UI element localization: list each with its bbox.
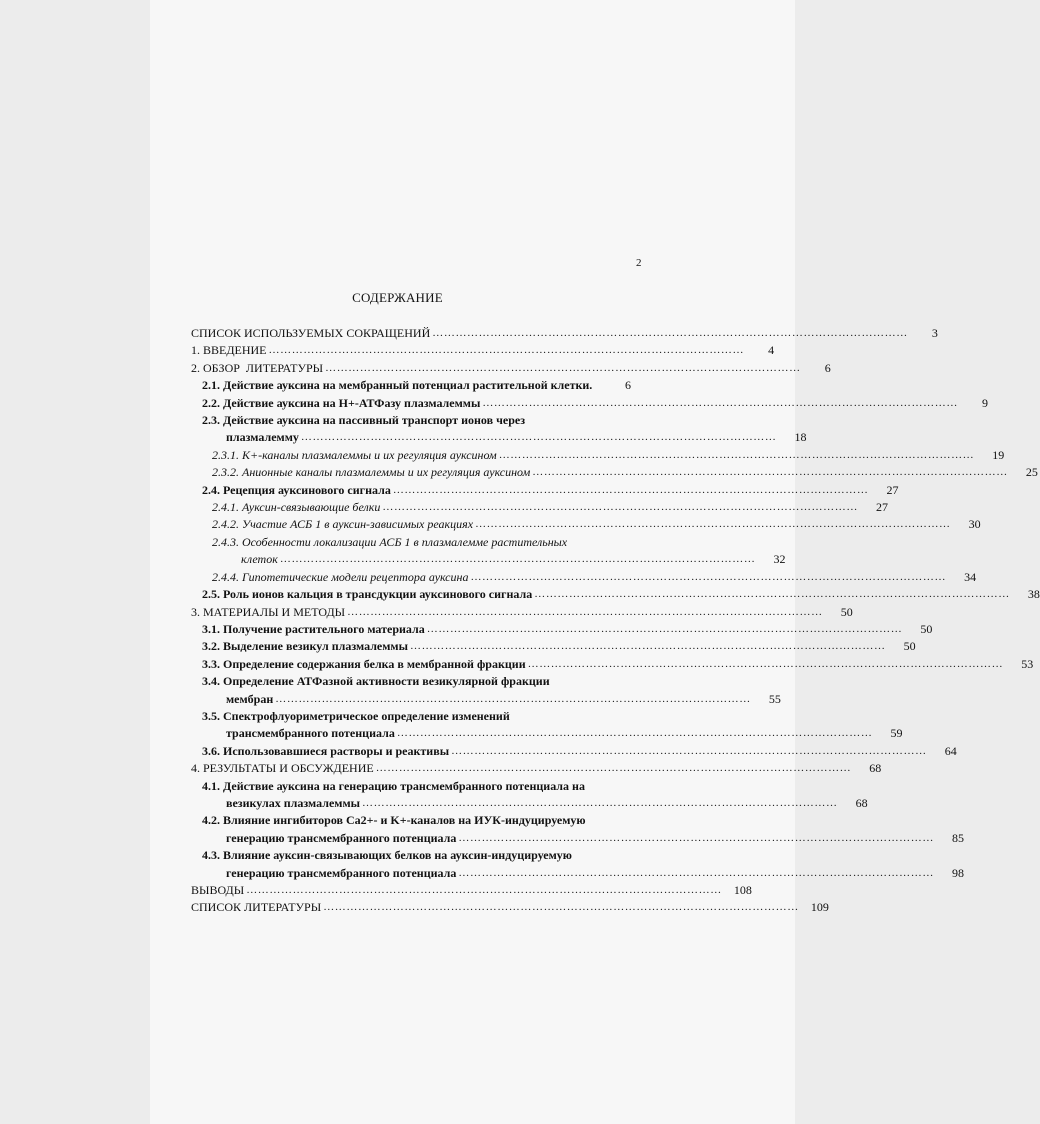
toc-entry[interactable]: [191, 482, 899, 499]
toc-entry-page: 50: [920, 621, 933, 636]
toc-entry-label-cont: трансмембранного потенциала: [226, 726, 395, 741]
leader-dots: ……………………………………………………………………………………………………………: [482, 396, 958, 409]
toc-entry-page: 50: [903, 639, 916, 654]
toc-entry-first-line[interactable]: [191, 673, 631, 690]
leader-dots: ……………………………………………………………………………………………………………: [392, 483, 869, 496]
toc-entry-label: 2.2. Действие ауксина на H+-АТФазу плазмалеммы: [202, 395, 481, 410]
toc-entry-page: 32: [773, 552, 786, 567]
toc-entry-page: 9: [981, 395, 988, 410]
leader-dots: ……………………………………………………………………………………………………………: [534, 588, 1010, 601]
toc-entry-label-cont: клеток: [241, 552, 278, 567]
leader-dots: ……………………………………………………………………………………………………………: [498, 448, 975, 461]
toc-entry-label: 4.2. Влияние ингибиторов Ca2+- и K+-каналов на ИУК-индуцируемую: [202, 813, 586, 828]
toc-entry-label-cont: генерацию трансмембранного потенциала: [226, 865, 457, 880]
toc-entry-page: 50: [840, 604, 853, 619]
leader-dots: ……………………………………………………………………………………………………………: [432, 327, 908, 339]
toc-entry-label: 3. МАТЕРИАЛЫ И МЕТОДЫ: [191, 604, 346, 619]
toc-entry-page: 19: [992, 447, 1005, 462]
toc-entry[interactable]: [191, 395, 988, 412]
leader-dots: ……………………………………………………………………………………………………………: [396, 727, 873, 740]
leader-dots: ……………………………………………………………………………………………………………: [458, 831, 934, 844]
toc-entry-continuation[interactable]: [191, 691, 781, 708]
toc-entry-first-line[interactable]: [191, 847, 631, 864]
toc-entry-first-line[interactable]: [191, 708, 631, 725]
toc-entry-label: 2.5. Роль ионов кальция в трансдукции ауксинового сигнала: [202, 587, 533, 602]
toc-entry-label: 2.4.4. Гипотетические модели рецептора ауксина: [212, 569, 469, 584]
toc-entry-page: 27: [875, 500, 888, 515]
toc-entry-continuation[interactable]: [191, 830, 964, 847]
toc-entry-page: 38: [1027, 587, 1040, 602]
toc-entry-page: 6: [625, 378, 631, 393]
toc-entry-label: 3.1. Получение растительного материала: [202, 621, 425, 636]
leader-dots: ……………………………………………………………………………………………………………: [527, 657, 1004, 670]
toc-entry-label-cont: плазмалемму: [226, 430, 299, 445]
toc-entry-page: 108: [733, 883, 752, 897]
toc-entry-label: СПИСОК ЛИТЕРАТУРЫ: [191, 900, 322, 915]
toc-entry[interactable]: [191, 569, 977, 586]
toc-entry[interactable]: [191, 447, 1005, 464]
leader-dots: ……………………………………………………………………………………………………………: [532, 466, 1008, 479]
toc-entry[interactable]: [191, 638, 916, 655]
toc-title: СОДЕРЖАНИЕ: [352, 290, 443, 305]
leader-dots: ……………………………………………………………………………………………………………: [362, 796, 838, 809]
toc-entry-page: 64: [944, 743, 957, 758]
toc-entry-label: СПИСОК ИСПОЛЬЗУЕМЫХ СОКРАЩЕНИЙ: [191, 326, 431, 340]
toc-entry-label: 2.4. Рецепция ауксинового сигнала: [202, 482, 391, 497]
leader-dots: ……………………………………………………………………………………………………………: [325, 361, 801, 374]
toc-entry-page: 27: [886, 482, 899, 497]
toc-entry-page: 85: [951, 830, 964, 845]
leader-dots: ……………………………………………………………………………………………………………: [323, 901, 799, 914]
toc-entry-label: 2.4.1. Ауксин-связывающие белки: [212, 500, 381, 515]
toc-entry[interactable]: [191, 360, 831, 377]
toc-entry-continuation[interactable]: [191, 865, 964, 882]
toc-entry-label: 2. ОБЗОР ЛИТЕРАТУРЫ: [191, 360, 324, 375]
toc-entry[interactable]: [191, 377, 631, 394]
toc-entry-page: 68: [869, 761, 882, 776]
toc-entry[interactable]: [191, 899, 829, 916]
toc-entry[interactable]: [191, 516, 981, 533]
toc-entry-label: 2.1. Действие ауксина на мембранный потенциал растительной клетки.: [202, 378, 593, 393]
toc-entry-label-cont: везикулах плазмалеммы: [226, 795, 360, 810]
toc-entry-label: 4. РЕЗУЛЬТАТЫ И ОБСУЖДЕНИЕ: [191, 761, 374, 776]
toc-entry-label: 2.3.2. Анионные каналы плазмалеммы и их регуляция ауксином: [212, 465, 531, 480]
toc-entry-page: 25: [1025, 465, 1038, 480]
toc-entry-page: 98: [951, 865, 964, 880]
page-number: 2: [636, 257, 642, 269]
toc-entry[interactable]: [191, 586, 1040, 603]
leader-dots: ……………………………………………………………………………………………………………: [375, 762, 852, 775]
leader-dots: ……………………………………………………………………………………………………………: [300, 431, 777, 444]
toc-entry-label: 2.3.1. K+-каналы плазмалеммы и их регуляция ауксином: [212, 447, 497, 462]
toc-entry-page: 68: [855, 795, 868, 810]
toc-entry-label: 4.1. Действие ауксина на генерацию трансмембранного потенциала на: [202, 778, 585, 793]
leader-dots: ……………………………………………………………………………………………………………: [451, 744, 927, 757]
toc-entry-page: 6: [824, 360, 831, 375]
toc-entry-page: 3: [931, 326, 938, 340]
toc-entry[interactable]: [191, 760, 882, 777]
leader-dots: ……………………………………………………………………………………………………………: [470, 570, 947, 583]
leader-dots: ……………………………………………………………………………………………………………: [458, 866, 934, 879]
toc-entry[interactable]: [191, 621, 933, 638]
toc-entry-page: 109: [810, 900, 829, 915]
toc-entry-label: 3.4. Определение АТФазной активности везикулярной фракции: [202, 674, 550, 689]
toc-entry-page: 18: [794, 430, 807, 445]
toc-entry-label: ВЫВОДЫ: [191, 883, 245, 897]
toc-entry-continuation[interactable]: [191, 725, 903, 742]
leader-dots: ……………………………………………………………………………………………………………: [409, 640, 886, 653]
toc-entry-label: 2.4.3. Особенности локализации АСБ 1 в плазмалемме растительных: [212, 534, 568, 549]
toc-entry-label: 4.3. Влияние ауксин-связывающих белков на ауксин-индуцируемую: [202, 848, 572, 863]
leader-dots: ……………………………………………………………………………………………………………: [246, 884, 722, 896]
leader-dots: ……………………………………………………………………………………………………………: [275, 692, 751, 705]
toc-entry-label: 3.2. Выделение везикул плазмалеммы: [202, 639, 408, 654]
toc-entry-page: 55: [768, 691, 781, 706]
toc-entry[interactable]: [191, 499, 888, 516]
toc-entry[interactable]: [191, 464, 1038, 481]
toc-entry-label: 2.4.2. Участие АСБ 1 в ауксин-зависимых реакциях: [212, 517, 474, 532]
toc-entry[interactable]: [191, 342, 775, 359]
toc-entry-label: 2.3. Действие ауксина на пассивный транспорт ионов через: [202, 413, 526, 428]
toc-entry-first-line[interactable]: [191, 812, 631, 829]
toc-entry-label: 3.3. Определение содержания белка в мембранной фракции: [202, 656, 526, 671]
toc-entry-continuation[interactable]: [191, 551, 786, 568]
toc-entry-label: 1. ВВЕДЕНИЕ: [191, 343, 267, 358]
toc-entry-page: 53: [1021, 656, 1034, 671]
leader-dots: ……………………………………………………………………………………………………………: [279, 553, 756, 566]
toc-entry-label-cont: генерацию трансмембранного потенциала: [226, 830, 457, 845]
leader-dots: ……………………………………………………………………………………………………………: [347, 605, 823, 618]
toc-entry[interactable]: [191, 325, 938, 342]
toc-entry-label: 3.6. Использовавшиеся растворы и реактивы: [202, 743, 450, 758]
toc-entry-page: 59: [890, 726, 903, 741]
toc-entry[interactable]: [191, 656, 1034, 673]
toc-entry-first-line[interactable]: [191, 534, 631, 551]
toc-entry-first-line[interactable]: [191, 778, 631, 795]
leader-dots: ……………………………………………………………………………………………………………: [382, 501, 858, 514]
toc-entry-page: 4: [768, 343, 775, 358]
toc-entry-first-line[interactable]: [191, 412, 631, 429]
toc-entry[interactable]: [191, 604, 853, 621]
leader-dots: ……………………………………………………………………………………………………………: [475, 518, 951, 531]
toc-entry[interactable]: [191, 743, 957, 760]
toc-entry-page: 30: [968, 517, 981, 532]
toc-entry-page: 34: [964, 569, 977, 584]
toc-entry[interactable]: [191, 882, 752, 899]
leader-dots: ……………………………………………………………………………………………………………: [426, 622, 903, 635]
toc-entry-label-cont: мембран: [226, 691, 274, 706]
table-of-contents: [191, 325, 1040, 917]
toc-entry-label: 3.5. Спектрофлуориметрическое определение изменений: [202, 708, 510, 723]
leader-dots: ……………………………………………………………………………………………………………: [268, 344, 745, 357]
toc-entry-continuation[interactable]: [191, 795, 868, 812]
toc-entry-continuation[interactable]: [191, 429, 807, 446]
